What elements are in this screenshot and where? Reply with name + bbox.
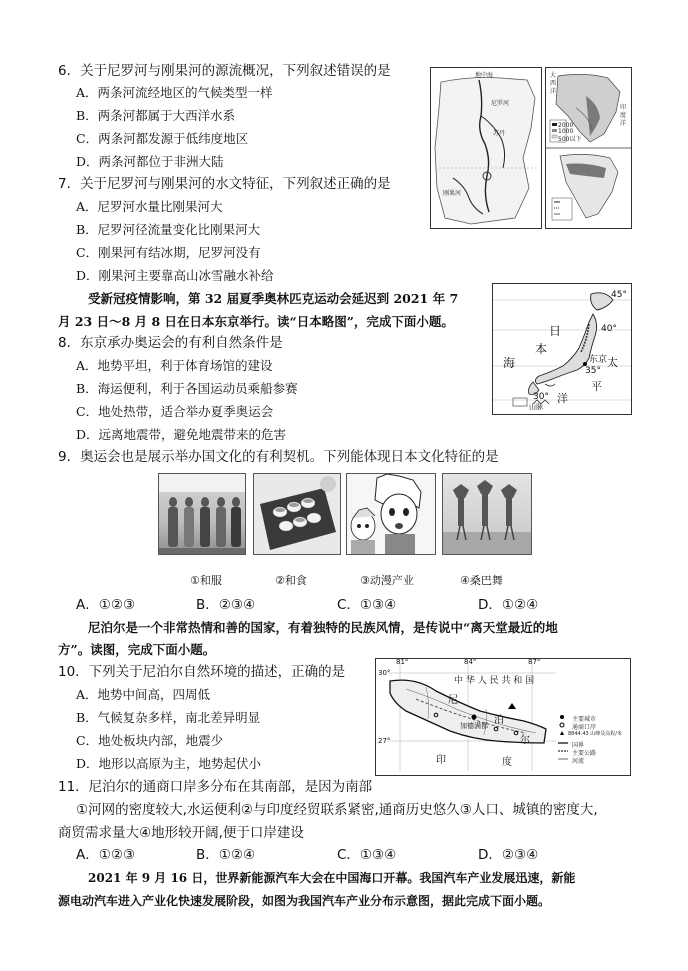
legend-border: 国界 [572, 742, 585, 749]
kimono-photo-svg [159, 474, 245, 554]
lat-27-nepal: 27° [378, 737, 391, 745]
q6-option-c[interactable]: C．两条河都发源于低纬度地区 [76, 131, 249, 146]
q11-option-a[interactable]: A．①②③ [76, 847, 136, 863]
lat-40: 40° [601, 324, 617, 334]
lon-84: 84° [464, 658, 477, 666]
atlantic-char-3: 洋 [550, 88, 557, 95]
lat-45: 45° [611, 290, 627, 300]
photo-label-samba: ④桑巴舞 [460, 574, 503, 587]
nepal-char-2: 泊 [494, 715, 504, 726]
q7-option-c[interactable]: C．刚果河有结冰期，尼罗河没有 [76, 245, 261, 260]
lat-30-nepal: 30° [378, 669, 391, 677]
congo-label: 刚果河 [443, 190, 462, 197]
photo-label-washoku: ②和食 [275, 574, 307, 587]
q9-option-d[interactable]: D．①②④ [478, 597, 539, 613]
sudan-label: 苏丹 [493, 130, 506, 137]
q8-option-a[interactable]: A．地势平坦，利于体育场馆的建设 [76, 358, 273, 373]
lat-35: 35° [585, 366, 601, 376]
anime-photo-svg [347, 474, 435, 554]
q10-stem: 10．下列关于尼泊尔自然环境的描述，正确的是 [58, 664, 346, 680]
nile-label: 尼罗河 [491, 100, 510, 107]
legend-port: 通商口岸 [572, 724, 597, 731]
auto-intro-line-2: 源电动汽车进入产业化快速发展阶段，如图为我国汽车产业分布示意图，据此完成下面小题。 [58, 894, 551, 908]
legend-city: 主要城市 [572, 716, 597, 723]
auto-intro-line-1: 2021 年 9 月 16 日，世界新能源汽车大会在中国海口开幕。我国汽车产业发展迅速，新能 [88, 871, 576, 885]
q11-statement-line-1: ①河网的密度较大,水运便利②与印度经贸联系紧密,通商历史悠久③人口、城镇的密度大, [76, 802, 598, 818]
india-char-1: 印 [436, 755, 446, 766]
q11-option-c[interactable]: C．①③④ [337, 847, 397, 863]
washoku-photo [253, 473, 341, 555]
nile-river-map [430, 67, 542, 229]
kathmandu-label: 加德满都 [460, 722, 488, 730]
anime-photo [346, 473, 436, 555]
q11-statement-line-2: 商贸需求量大④地形较开阔,便于口岸建设 [58, 825, 304, 841]
legend-1000: 1000 [558, 128, 574, 135]
q11-option-b[interactable]: B．①②④ [196, 847, 256, 863]
indian-char-3: 洋 [620, 120, 627, 127]
q7-option-a[interactable]: A．尼罗河水量比刚果河大 [76, 199, 223, 214]
q9-option-c[interactable]: C．①③④ [337, 597, 397, 613]
lat-30: 30° [533, 392, 549, 402]
q11-stem: 11．尼泊尔的通商口岸多分布在其南部，是因为南部 [58, 779, 373, 795]
q9-option-a[interactable]: A．①②③ [76, 597, 136, 613]
lon-87: 87° [528, 658, 541, 666]
mountain-legend-label: 山脉 [529, 403, 543, 411]
q8-option-d[interactable]: D．远离地震带，避免地震带来的危害 [76, 427, 287, 442]
japan-label-ben: 本 [535, 342, 548, 356]
samba-photo [442, 473, 532, 555]
legend-500: 500以下 [558, 136, 582, 143]
atlantic-char-2: 西 [550, 80, 557, 87]
legend-peak: 8844.43 山峰及高程/米 [568, 731, 622, 737]
japan-label-tai: 太 [607, 356, 618, 369]
q8-option-b[interactable]: B．海运便利，利于各国运动员乘船参赛 [76, 381, 298, 396]
japan-label-hai: 海 [503, 356, 516, 370]
photo-label-anime: ③动漫产业 [360, 574, 414, 587]
q6-stem: 6．关于尼罗河与刚果河的源流概况，下列叙述错误的是 [58, 63, 391, 79]
atlantic-char-1: 大 [550, 72, 557, 79]
olympics-intro-line-2: 月 23 日～8 月 8 日在日本东京举行。读“日本略图”，完成下面小题。 [58, 314, 454, 329]
nepal-map [375, 658, 631, 776]
indian-char-2: 度 [620, 112, 627, 119]
legend-road: 主要公路 [572, 750, 597, 757]
india-char-2: 度 [502, 757, 512, 768]
samba-photo-svg [443, 474, 531, 554]
olympics-intro-line-1: 受新冠疫情影响，第 32 届夏季奥林匹克运动会延迟到 2021 年 7 [88, 291, 459, 306]
africa-terrain-map [545, 67, 632, 229]
japan-label-yang: 洋 [557, 392, 568, 405]
japan-label-ri: 日 [549, 324, 562, 338]
q10-option-d[interactable]: D．地形以高原为主，地势起伏小 [76, 756, 262, 771]
q10-option-c[interactable]: C．地处板块内部，地震少 [76, 733, 224, 748]
q6-option-d[interactable]: D．两条河都位于非洲大陆 [76, 154, 224, 169]
nepal-char-3: 尔 [520, 735, 530, 746]
kimono-photo [158, 473, 246, 555]
q8-option-c[interactable]: C．地处热带，适合举办夏季奥运会 [76, 404, 274, 419]
q7-option-d[interactable]: D．刚果河主要靠高山冰雪融水补给 [76, 268, 274, 283]
q7-stem: 7．关于尼罗河与刚果河的水文特征，下列叙述正确的是 [58, 176, 391, 192]
nepal-intro-line-2: 方”。读图，完成下面小题。 [58, 642, 216, 657]
q10-option-b[interactable]: B．气候复杂多样，南北差异明显 [76, 710, 261, 725]
q11-option-d[interactable]: D．②③④ [478, 847, 539, 863]
legend-river: 河流 [572, 758, 585, 765]
japan-map [492, 283, 632, 415]
china-label: 中 华 人 民 共 和 国 [454, 676, 535, 686]
q8-stem: 8．东京承办奥运会的有利自然条件是 [58, 335, 283, 351]
washoku-photo-svg [254, 474, 340, 554]
q9-option-b[interactable]: B．②③④ [196, 597, 256, 613]
q9-stem: 9．奥运会也是展示举办国文化的有利契机。下列能体现日本文化特征的是 [58, 449, 499, 465]
nepal-char-1: 尼 [448, 695, 458, 706]
q6-option-b[interactable]: B．两条河都属于大西洋水系 [76, 108, 236, 123]
lon-81: 81° [396, 658, 409, 666]
q6-option-a[interactable]: A．两条河流经地区的气候类型一样 [76, 85, 273, 100]
japan-label-ping: 平 [591, 380, 602, 393]
africa-map-svg [546, 68, 631, 228]
nepal-intro-line-1: 尼泊尔是一个非常热情和善的国家，有着独特的民族风情，是传说中“离天堂最近的地 [88, 620, 558, 635]
q7-option-b[interactable]: B．尼罗河径流量变化比刚果河大 [76, 222, 261, 237]
q10-option-a[interactable]: A．地势中间高，四周低 [76, 687, 211, 702]
indian-char-1: 印 [620, 104, 627, 111]
legend-2000: 2000 [558, 122, 574, 129]
nile-map-svg [431, 68, 541, 228]
mediterranean-label: 地中海 [475, 72, 494, 79]
photo-label-kimono: ①和服 [190, 574, 222, 587]
tokyo-label: 东京 [589, 355, 608, 365]
